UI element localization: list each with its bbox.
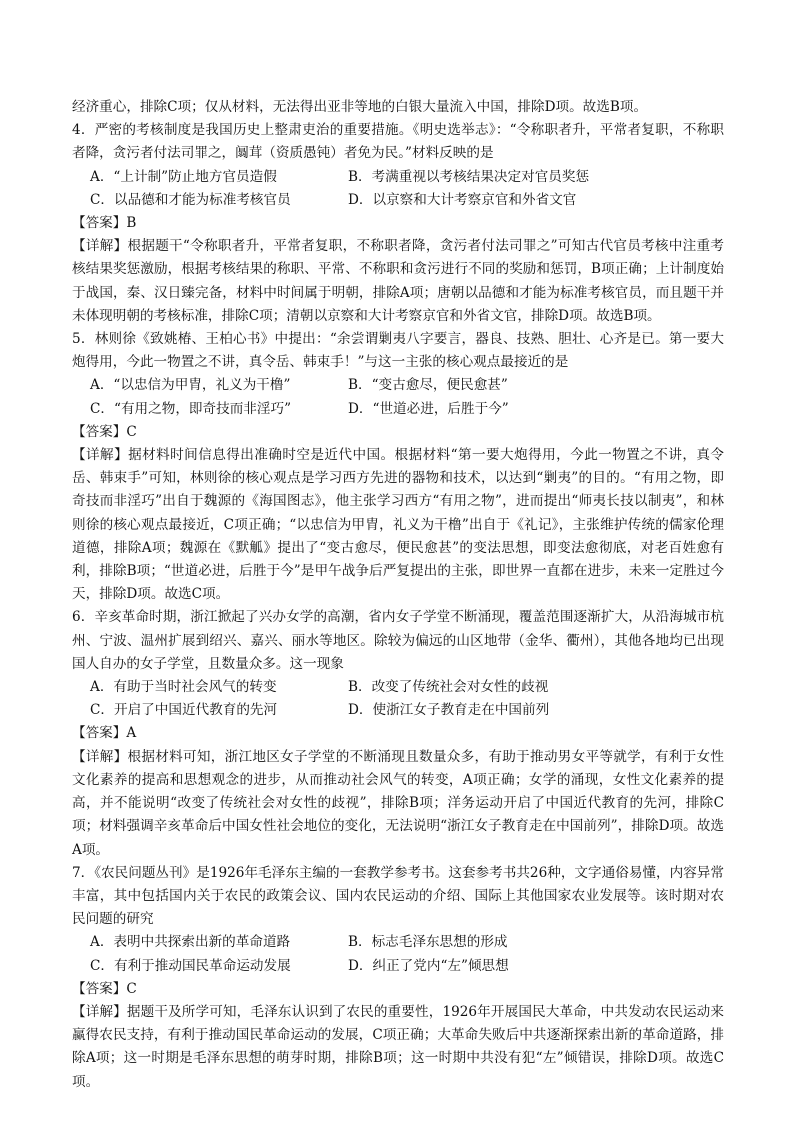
- answer-label: 【答案】C: [72, 423, 137, 440]
- option-d: D．以京察和大计考察京官和外省文官: [348, 191, 577, 208]
- options-list: [72, 166, 724, 212]
- option-a: A．“上计制”防止地方官员造假: [90, 168, 277, 185]
- question-stem: 5．林则徐《致姚椿、王柏心书》中提出：“余尝谓剿夷八字要言，器良、技熟、胆壮、心齐是已。第一要大炮得用，今此一物置之不讲，真令岳、韩束手！”与这一主张的核心观点最接近的是: [72, 331, 724, 371]
- option-c: C．以品德和才能为标准考核官员: [90, 191, 291, 208]
- option-b: B．“变古愈尽，便民愈甚”: [348, 377, 508, 394]
- explanation-text: 【详解】据材料时间信息得出准确时空是近代中国。根据材料“第一要大炮得用，今此一物置之不讲，真令岳、韩束手”可知，林则徐的核心观点是学习西方先进的器物和技术，以达到“剿夷”的目的。“有用之物，即奇技而非淫巧”出自于魏源的《海国图志》，他主张学习西方“有用之物”，进而提出“师夷长技以制夷”，和林则徐的核心观点最接近，C项正确；“以忠信为甲胄，礼义为干橹”出自于《礼记》，主张维护传统的儒家伦理道德，排除A项；魏源在《默觚》提出了“变古愈尽，便民愈甚”的变法思想，即变法愈彻底，对老百姓愈有利，排除B项；“世道必进，后胜于今”是甲午战争后严复提出的主张，即世界一直都在进步，未来一定胜过今天，排除D项。故选C项。: [72, 447, 724, 603]
- option-b: B．改变了传统社会对女性的歧视: [348, 679, 549, 696]
- explanation-text: 【详解】据题干及所学可知，毛泽东认识到了农民的重要性，1926年开展国民大革命，中共发动农民运动来赢得农民支持，有利于推动国民革命运动的发展，C项正确；大革命失败后中共逐渐探索出新的革命道路，排除A项；这一时期是毛泽东思想的萌芽时期，排除B项；这一时期中共没有犯“左”倾错误，排除D项。故选C项。: [72, 1003, 724, 1090]
- explanation-text: 【详解】根据题干“令称职者升，平常者复职，不称职者降，贪污者付法司罪之”可知古代官员考核中注重考核结果奖惩激励，根据考核结果的称职、平常、不称职和贪污进行不同的奖励和惩罚，B项正确；上计制度始于战国，秦、汉日臻完备，材料中时间属于明朝，排除A项；唐朝以品德和才能为标准考核官员，而且题干并未体现明朝的考核标准，排除C项；清朝以京察和大计考察京官和外省文官，排除D项。故选B项。: [72, 238, 724, 324]
- option-b: B．考满重视以考核结果决定对官员奖惩: [348, 168, 590, 185]
- option-c: C．“有用之物，即奇技而非淫巧”: [90, 400, 292, 417]
- option-a: A．有助于当时社会风气的转变: [90, 679, 277, 696]
- options-list: [72, 931, 724, 977]
- question-stem: 6．辛亥革命时期，浙江掀起了兴办女学的高潮，省内女子学堂不断涌现，覆盖范围逐渐扩大，从沿海城市杭州、宁波、温州扩展到绍兴、嘉兴、丽水等地区。除较为偏远的山区地带（金华、衢州），其他各地均已出现国人自办的女子学堂，且数量众多。这一现象: [72, 609, 724, 672]
- options-list: [72, 374, 724, 420]
- answer-label: 【答案】A: [72, 725, 137, 742]
- answer-label: 【答案】C: [72, 980, 137, 997]
- option-c: C．开启了中国近代教育的先河: [90, 702, 278, 719]
- question-stem: 7．《农民问题丛刊》是1926年毛泽东主编的一套教学参考书。这套参考书共26种，文字通俗易懂，内容异常丰富，其中包括国内关于农民的政策会议、国内农民运动的介绍、国际上其他国家农业发展等。该时期对农民问题的研究: [72, 864, 724, 928]
- explanation-text: 【详解】根据材料可知，浙江地区女子学堂的不断涌现且数量众多，有助于推动男女平等就学，有利于女性文化素养的提高和思想观念的进步，从而推动社会风气的转变，A项正确；女学的涌现，女性文化素养的提高，并不能说明“改变了传统社会对女性的歧视”，排除B项；洋务运动开启了中国近代教育的先河，排除C项；材料强调辛亥革命后中国女性社会地位的变化，无法说明“浙江女子教育走在中国前列”，排除D项。故选A项。: [72, 748, 724, 858]
- lead-in-text: 经济重心，排除C项；仅从材料，无法得出亚非等地的白银大量流入中国，排除D项。故选B项。: [72, 99, 648, 115]
- option-b: B．标志毛泽东思想的形成: [348, 934, 508, 951]
- options-list: [72, 676, 724, 722]
- option-a: A．“以忠信为甲胄，礼义为干橹”: [90, 377, 291, 394]
- question-4: [72, 119, 724, 328]
- question-5: [72, 328, 724, 606]
- document-page: [72, 96, 724, 1094]
- option-a: A．表明中共探索出新的革命道路: [90, 934, 291, 951]
- question-stem: 4．严密的考核制度是我国历史上整肃吏治的重要措施。《明史选举志》：“令称职者升，平常者复职，不称职者降，贪污者付法司罪之，阘茸（资质愚钝）者免为民。”材料反映的是: [72, 122, 724, 162]
- question-6: [72, 606, 724, 861]
- option-d: D．“世道必进，后胜于今”: [348, 400, 509, 417]
- answer-label: 【答案】B: [72, 215, 137, 232]
- question-7: [72, 862, 724, 1094]
- option-c: C．有利于推动国民革命运动发展: [90, 957, 291, 974]
- option-d: D．纠正了党内“左”倾思想: [348, 957, 509, 974]
- option-d: D．使浙江女子教育走在中国前列: [348, 702, 550, 719]
